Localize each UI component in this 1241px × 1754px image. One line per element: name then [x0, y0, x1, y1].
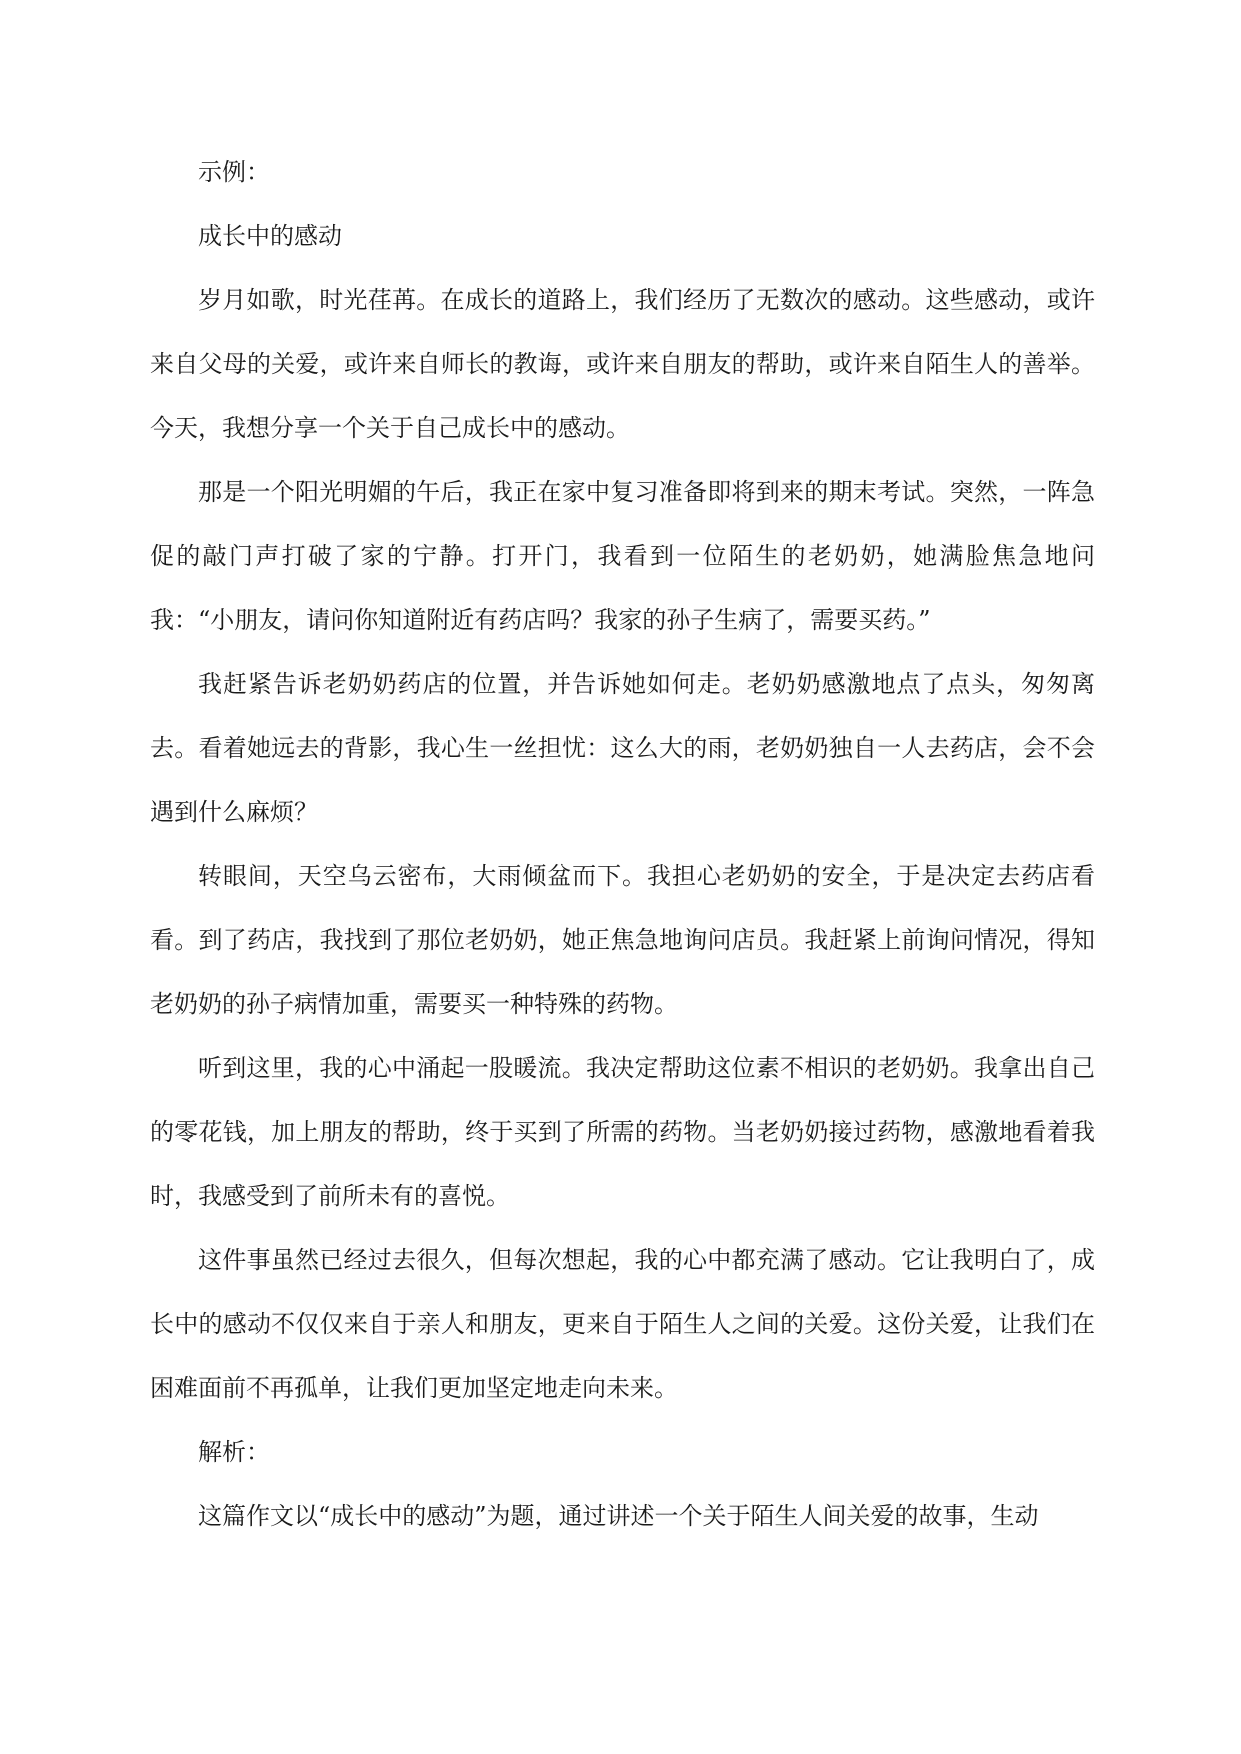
- paragraph-2: 那是一个阳光明媚的午后，我正在家中复习准备即将到来的期末考试。突然，一阵急促的敲门声打破了家的宁静。打开门，我看到一位陌生的老奶奶，她满脸焦急地问我：“小朋友，请问你知道附近有药店吗？我家的孙子生病了，需要买药。”: [150, 478, 1095, 634]
- paragraph-3: 我赶紧告诉老奶奶药店的位置，并告诉她如何走。老奶奶感激地点了点头，匆匆离去。看着她远去的背影，我心生一丝担忧：这么大的雨，老奶奶独自一人去药店，会不会遇到什么麻烦？: [150, 670, 1095, 826]
- paragraph-6: 这件事虽然已经过去很久，但每次想起，我的心中都充满了感动。它让我明白了，成长中的感动不仅仅来自于亲人和朋友，更来自于陌生人之间的关爱。这份关爱，让我们在困难面前不再孤单，让我们更加坚定地走向未来。: [150, 1246, 1095, 1402]
- paragraph-4: 转眼间，天空乌云密布，大雨倾盆而下。我担心老奶奶的安全，于是决定去药店看看。到了药店，我找到了那位老奶奶，她正焦急地询问店员。我赶紧上前询问情况，得知老奶奶的孙子病情加重，需要买一种特殊的药物。: [150, 862, 1095, 1018]
- analysis-paragraph: 这篇作文以“成长中的感动”为题，通过讲述一个关于陌生人间关爱的故事，生动: [198, 1502, 1039, 1530]
- label-analysis: 解析：: [198, 1438, 270, 1466]
- paragraph-1: 岁月如歌，时光荏苒。在成长的道路上，我们经历了无数次的感动。这些感动，或许来自父母的关爱，或许来自师长的教诲，或许来自朋友的帮助，或许来自陌生人的善举。今天，我想分享一个关于自己成长中的感动。: [150, 286, 1095, 442]
- document-body: [150, 140, 1095, 1548]
- essay-title: 成长中的感动: [198, 222, 342, 250]
- label-example: 示例：: [198, 158, 270, 186]
- paragraph-5: 听到这里，我的心中涌起一股暖流。我决定帮助这位素不相识的老奶奶。我拿出自己的零花钱，加上朋友的帮助，终于买到了所需的药物。当老奶奶接过药物，感激地看着我时，我感受到了前所未有的喜悦。: [150, 1054, 1095, 1210]
